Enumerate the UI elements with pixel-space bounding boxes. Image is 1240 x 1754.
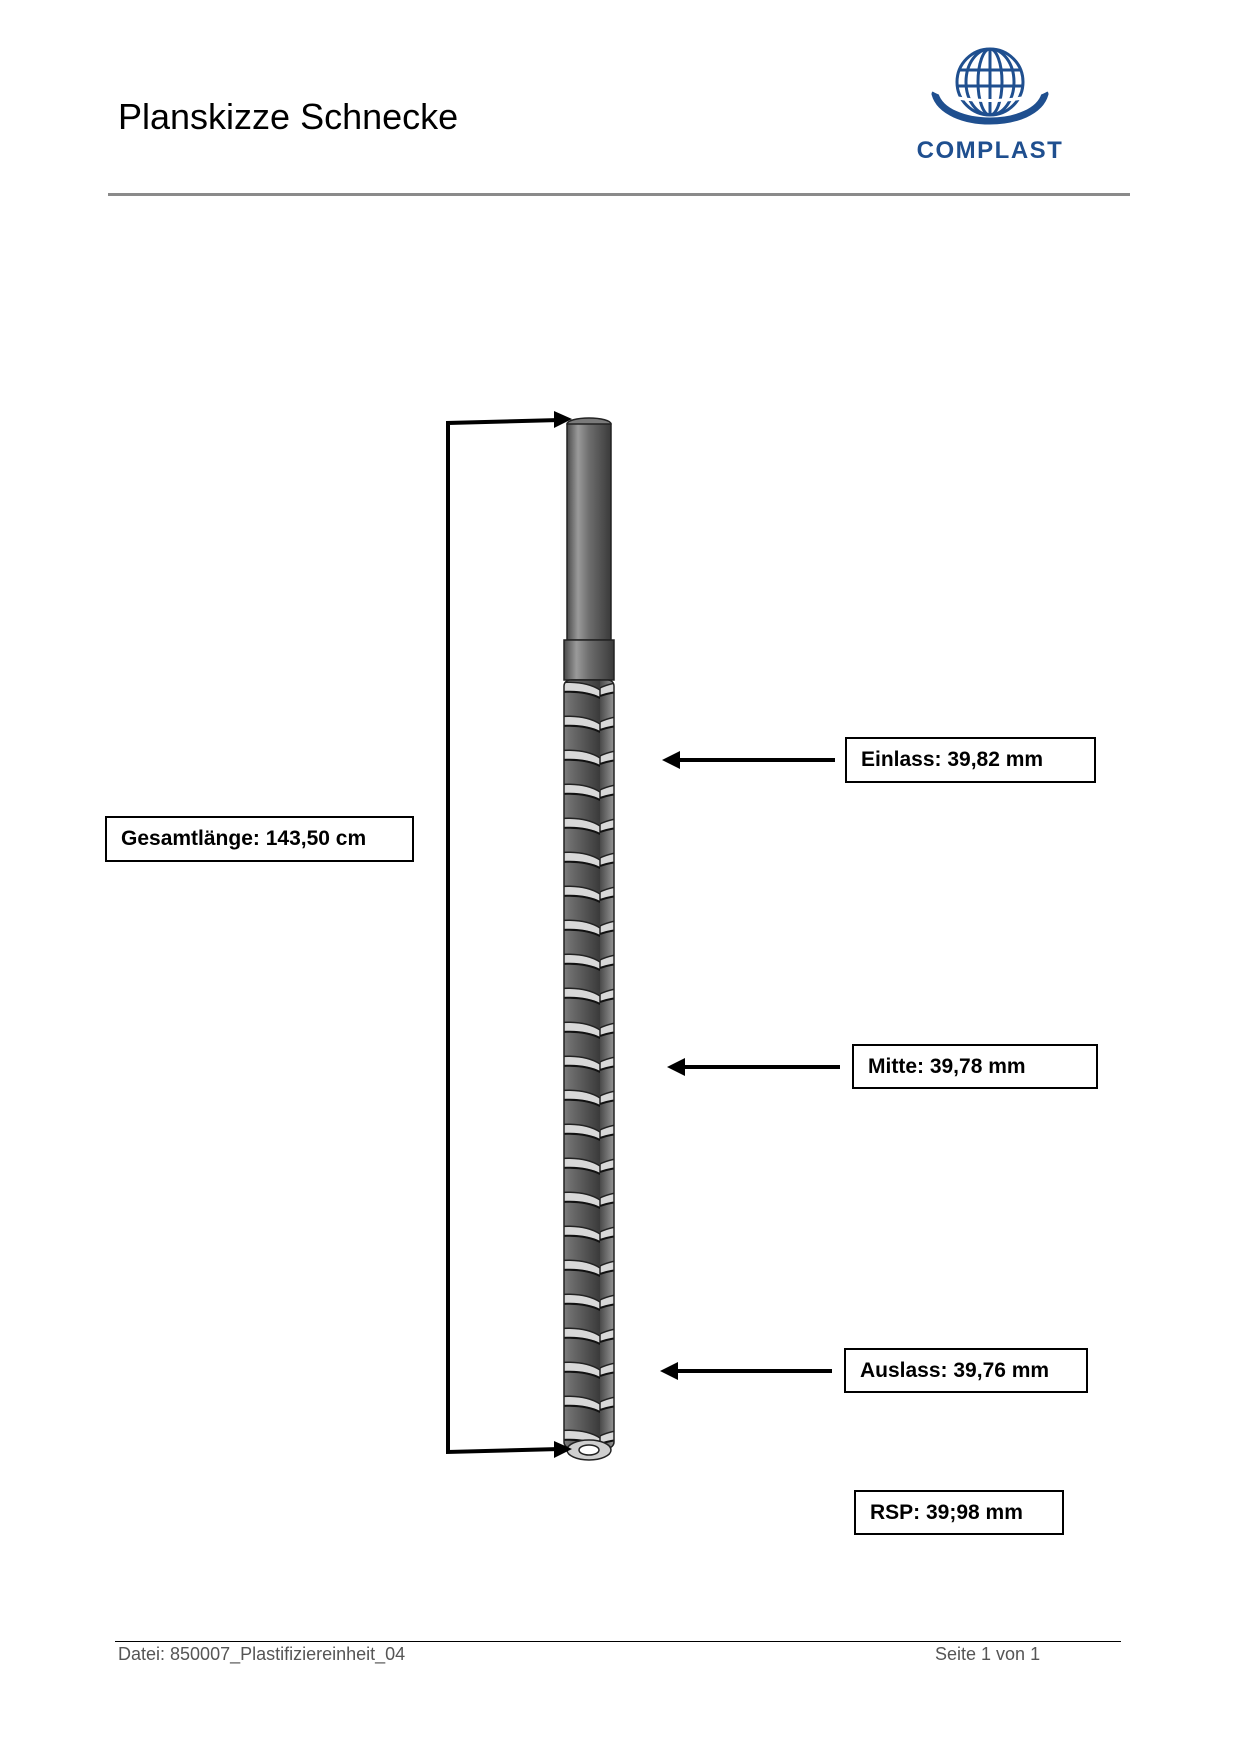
outlet-label: Auslass: 39,76 mm (844, 1348, 1088, 1393)
inlet-arrowhead (662, 751, 680, 769)
total-length-label: Gesamtlänge: 143,50 cm (105, 816, 414, 862)
total-length-bracket (448, 420, 560, 1452)
outlet-arrowhead (660, 1362, 678, 1380)
footer-divider (115, 1641, 1121, 1642)
inlet-label: Einlass: 39,82 mm (845, 737, 1096, 783)
page-title: Planskizze Schnecke (118, 96, 459, 137)
footer-file-name: Datei: 850007_Plastifiziereinheit_04 (118, 1644, 406, 1664)
footer-page-number: Seite 1 von 1 (935, 1644, 1041, 1664)
rsp-label: RSP: 39;98 mm (854, 1490, 1064, 1535)
middle-label: Mitte: 39,78 mm (852, 1044, 1098, 1089)
screw-icon (564, 418, 614, 1460)
logo-text: COMPLAST (916, 137, 1064, 164)
middle-arrowhead (667, 1058, 685, 1076)
